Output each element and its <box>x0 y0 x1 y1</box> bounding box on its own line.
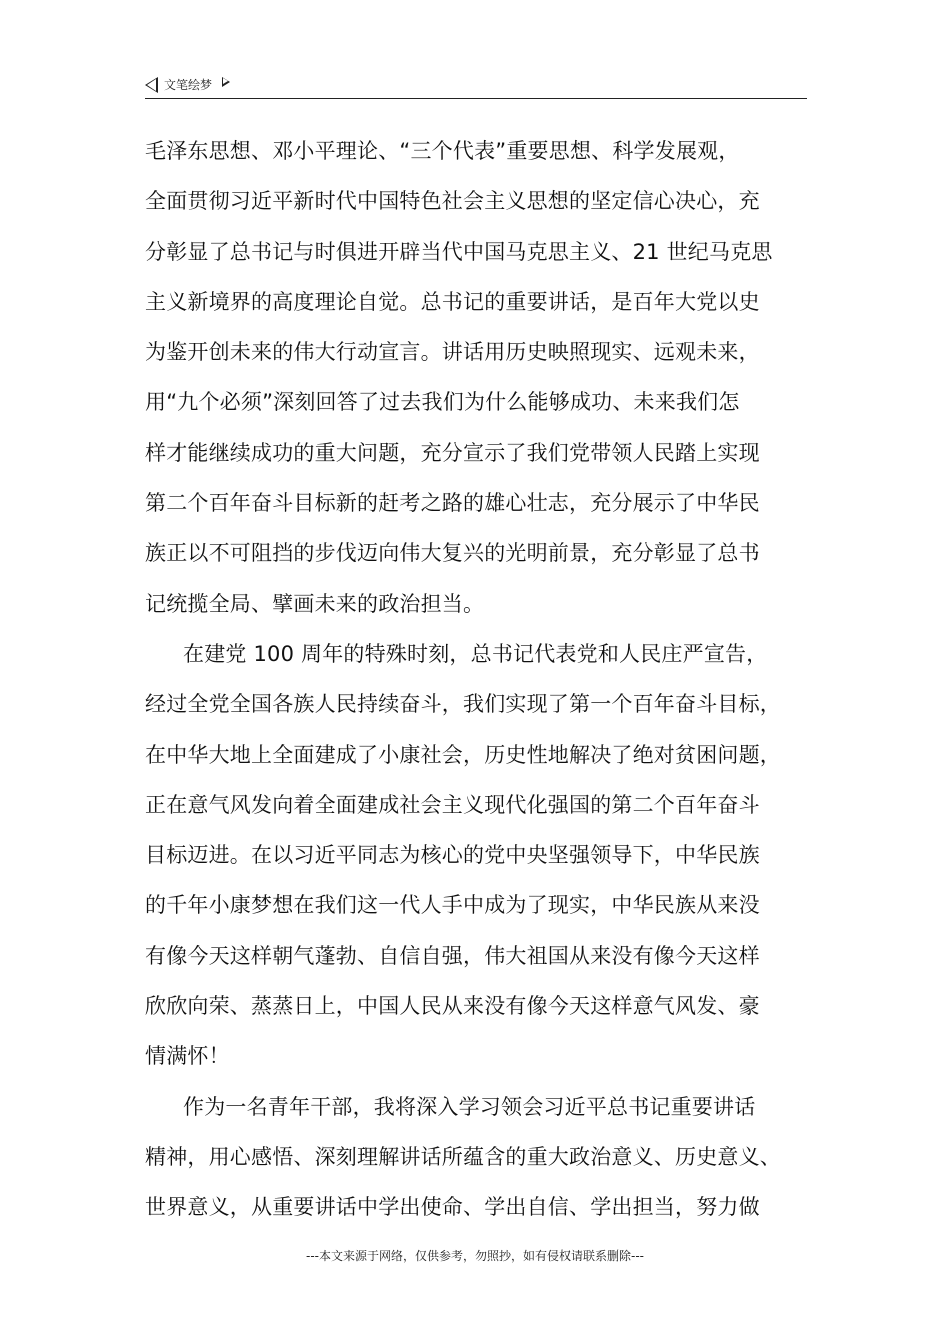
triangle-right-icon <box>222 77 230 87</box>
page-footer: ---本文来源于网络，仅供参考，勿照抄，如有侵权请联系删除--- <box>306 1249 644 1263</box>
page-header <box>145 74 807 99</box>
text-line: 记统揽全局、擘画未来的政治担当。 <box>145 591 485 616</box>
text-line: 作为一名青年干部，我将深入学习领会习近平总书记重要讲话 <box>183 1094 756 1119</box>
header-content <box>145 76 230 93</box>
text-line: 样才能继续成功的重大问题，充分宣示了我们党带领人民踏上实现 <box>145 440 760 465</box>
text-line: 欣欣向荣、蒸蒸日上，中国人民从来没有像今天这样意气风发、豪 <box>145 994 760 1019</box>
text-line: 在建党 100 周年的特殊时刻，总书记代表党和人民庄严宣告， <box>183 641 768 666</box>
text-line: 全面贯彻习近平新时代中国特色社会主义思想的坚定信心决心，充 <box>145 189 760 214</box>
text-line: 精神，用心感悟、深刻理解讲话所蕴含的重大政治意义、历史意义、 <box>145 1144 781 1169</box>
text-line: 目标迈进。在以习近平同志为核心的党中央坚强领导下，中华民族 <box>145 843 760 868</box>
text-line: 在中华大地上全面建成了小康社会，历史性地解决了绝对贫困问题， <box>145 742 781 767</box>
text-line: 情满怀！ <box>145 1044 230 1069</box>
text-line: 毛泽东思想、邓小平理论、“三个代表”重要思想、科学发展观， <box>145 139 740 163</box>
text-line: 有像今天这样朝气蓬勃、自信自强，伟大祖国从来没有像今天这样 <box>145 943 760 968</box>
text-line: 经过全党全国各族人民持续奋斗，我们实现了第一个百年奋斗目标， <box>145 692 781 717</box>
text-line: 的千年小康梦想在我们这一代人手中成为了现实，中华民族从来没 <box>145 893 760 918</box>
text-line: 用“九个必须”深刻回答了过去我们为什么能够成功、未来我们怎 <box>145 390 740 415</box>
text-line: 正在意气风发向着全面建成社会主义现代化强国的第二个百年奋斗 <box>145 792 760 817</box>
text-line: 世界意义，从重要讲话中学出使命、学出自信、学出担当，努力做 <box>145 1195 760 1220</box>
text-line: 主义新境界的高度理论自觉。总书记的重要讲话，是百年大党以史 <box>145 289 760 314</box>
text-line: 族正以不可阻挡的步伐迈向伟大复兴的光明前景，充分彰显了总书 <box>145 541 760 566</box>
text-line: 第二个百年奋斗目标新的赶考之路的雄心壮志，充分展示了中华民 <box>145 491 760 516</box>
text-line: 为鉴开创未来的伟大行动宣言。讲话用历史映照现实、远观未来， <box>145 340 760 365</box>
document-body <box>145 126 807 1233</box>
triangle-left-icon <box>145 77 158 93</box>
text-line: 分彰显了总书记与时俱进开辟当代中国马克思主义、21 世纪马克思 <box>145 239 773 264</box>
header-title: 文笔绘梦 <box>164 78 213 92</box>
